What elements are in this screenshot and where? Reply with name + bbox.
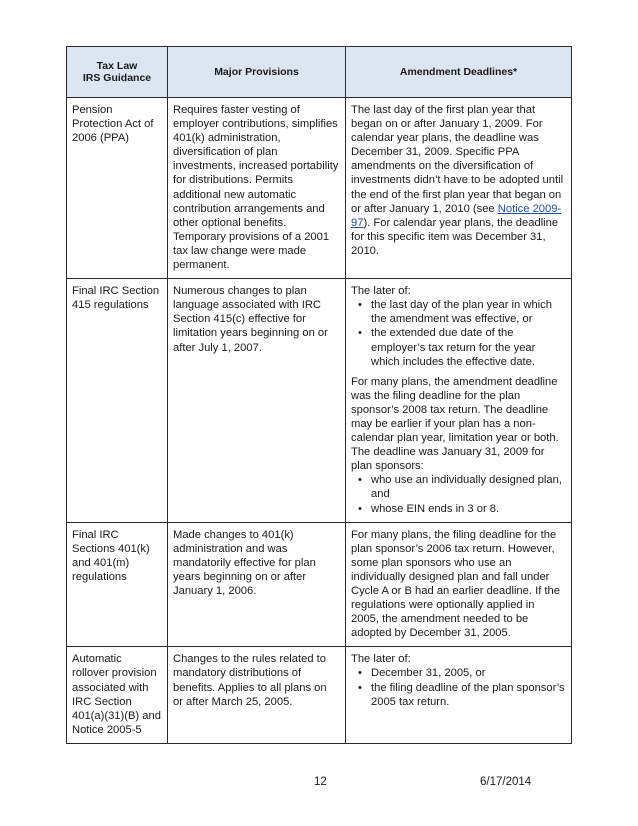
list-item: • the filing deadline of the plan sponsor’s 2005 tax return. <box>371 681 565 709</box>
header-tax-law-line1: Tax Law <box>96 59 138 72</box>
deadline-intro: The later of: <box>351 653 411 666</box>
header-tax-law <box>67 47 168 98</box>
cell-deadline <box>346 647 572 744</box>
cell-deadline <box>346 98 572 279</box>
table-row <box>67 647 572 744</box>
footer-date: 6/17/2014 <box>480 776 532 788</box>
deadline-text: The last day of the first plan year that began on or after January 1, 2009. For calendar year plans, the deadline was December 31, 2009. Specific PPA amendments on the diversification of investments didn’t have to be adopted until the end of the first plan year that began on or after January 1, 2010 (see <box>351 104 564 215</box>
deadline-text: ). For calendar year plans, the deadline for this specific item was December 31, 2010. <box>351 216 559 257</box>
list-item: • the extended due date of the employer’s tax return for the year which includes the effective date. <box>371 326 565 368</box>
amendment-table <box>66 46 572 744</box>
cell-provisions: Made changes to 401(k) administration and was mandatorily effective for plan years beginning on or after January 1, 2006. <box>168 522 346 647</box>
deadline-bullet-list <box>351 666 565 708</box>
cell-deadline <box>346 279 572 523</box>
cell-law: Pension Protection Act of 2006 (PPA) <box>67 98 168 279</box>
cell-deadline: For many plans, the filing deadline for the plan sponsor’s 2006 tax return. However, some plan sponsors who use an individually designed plan and fall under Cycle A or B had an earlier deadline. If the regulations were optionally applied in 2005, the amendment needed to be adopted by December 31, 2005. <box>346 522 572 647</box>
list-item: • whose EIN ends in 3 or 8. <box>371 502 565 516</box>
deadline-intro: The later of: <box>351 285 411 298</box>
table-row <box>67 522 572 647</box>
table-row <box>67 279 572 523</box>
list-item: • December 31, 2005, or <box>371 666 565 680</box>
list-item: • who use an individually designed plan, and <box>371 473 565 501</box>
cell-provisions: Changes to the rules related to mandatory distributions of benefits. Applies to all plans on or after March 25, 2005. <box>168 647 346 744</box>
header-amendment-deadlines: Amendment Deadlines* <box>346 47 572 98</box>
cell-provisions: Numerous changes to plan language associated with IRC Section 415(c) effective for limitation years beginning on or after July 1, 2007. <box>168 279 346 523</box>
cell-law: Final IRC Sections 401(k) and 401(m) regulations <box>67 522 168 647</box>
deadline-bullet-list <box>351 298 565 368</box>
page-number: 12 <box>314 776 327 788</box>
cell-law: Automatic rollover provision associated with IRC Section 401(a)(31)(B) and Notice 2005-5 <box>67 647 168 744</box>
header-tax-law-line2: IRS Guidance <box>82 72 152 84</box>
deadline-paragraph: For many plans, the amendment deadline was the filing deadline for the plan sponsor’s 2008 tax return. The deadline may be earlier if your plan has a non-calendar plan year, limitation year or both. The deadline was January 31, 2009 for plan sponsors: <box>351 375 559 473</box>
table-row <box>67 98 572 279</box>
list-item: • the last day of the plan year in which the amendment was effective, or <box>371 298 565 326</box>
cell-provisions: Requires faster vesting of employer contributions, simplifies 401(k) administration, diversification of plan investments, increased portability for distributions. Permits additional new automatic contribution arrangements and other optional benefits. Temporary provisions of a 2001 tax law change were made permanent. <box>168 98 346 279</box>
table-header-row <box>67 47 572 98</box>
cell-law: Final IRC Section 415 regulations <box>67 279 168 523</box>
deadline-bullet-list <box>351 473 565 515</box>
notice-2009-97-link[interactable]: Notice 2009-97 <box>351 202 562 229</box>
header-major-provisions: Major Provisions <box>168 47 346 98</box>
